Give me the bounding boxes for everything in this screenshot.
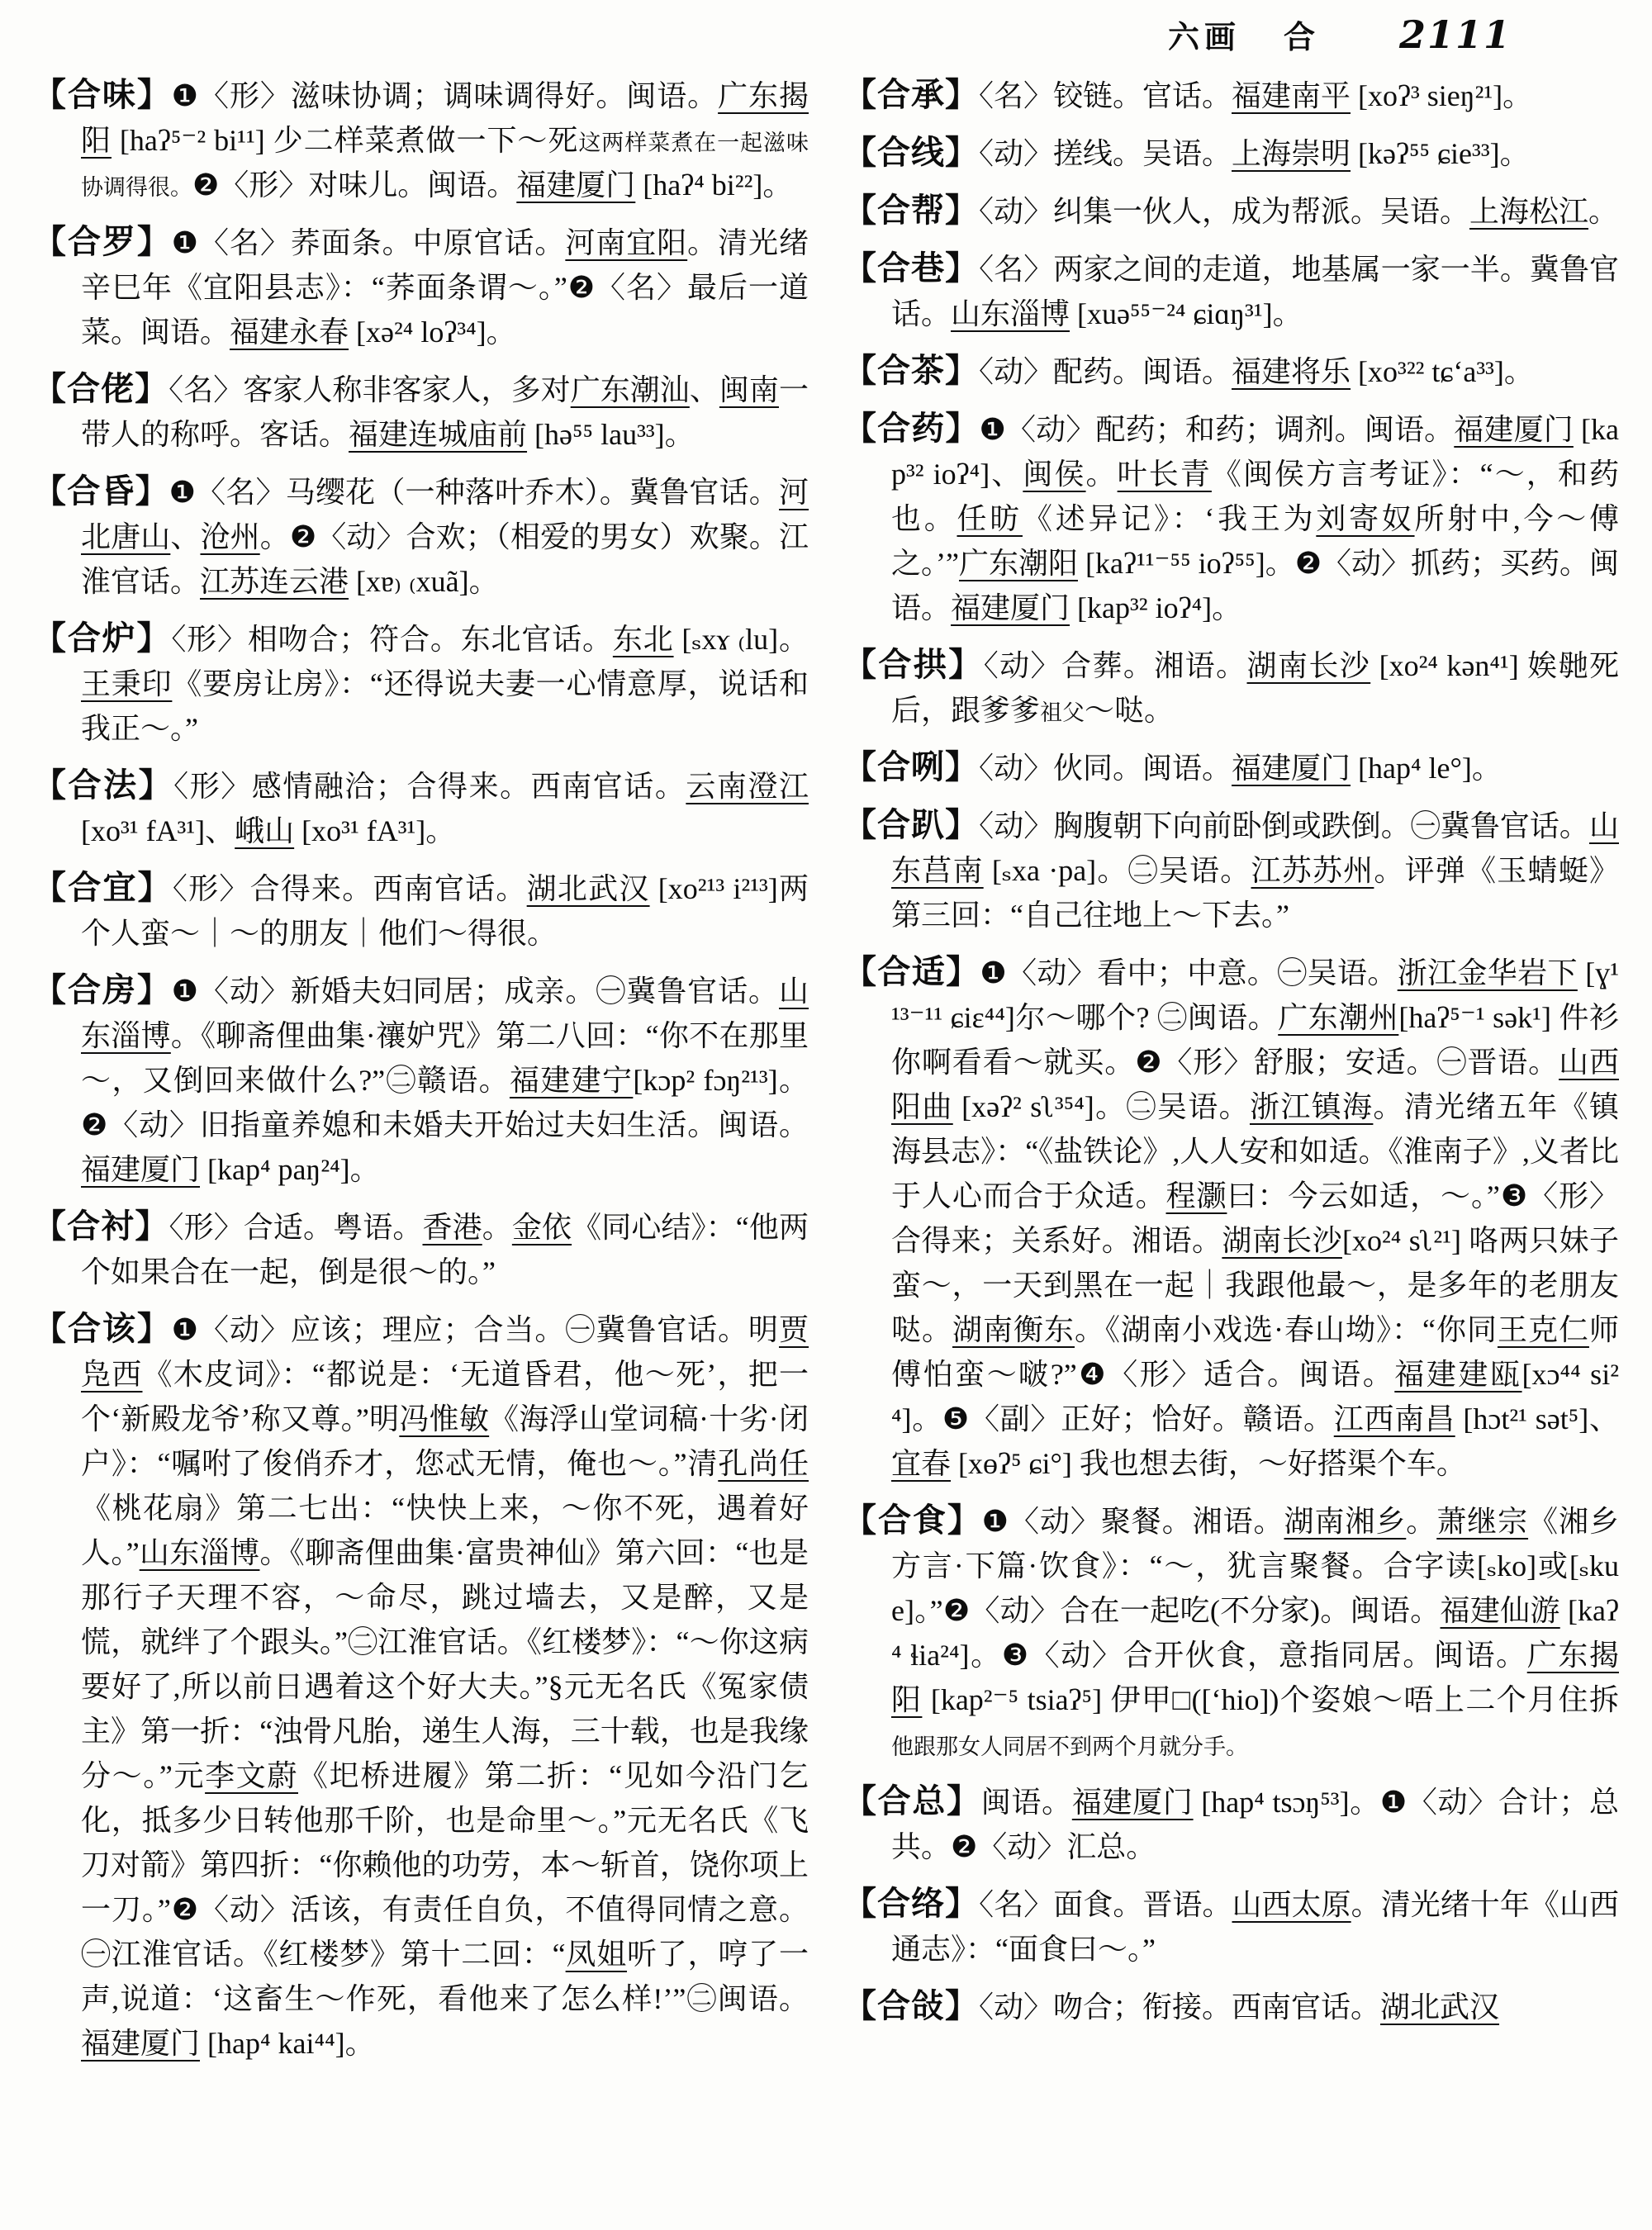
entry-text-segment: ❶〈动〉看中；中意。㊀吴语。	[980, 956, 1398, 989]
entry-text-segment: ❷〈形〉对味儿。闽语。	[192, 168, 517, 202]
entry-text-segment: 山西太原	[1232, 1888, 1351, 1921]
entry-text-segment: 。	[482, 1211, 512, 1244]
dict-entry-合总	[843, 1779, 1619, 1869]
entry-headword: 【合该】	[33, 1310, 172, 1347]
entry-text-segment: 《桃花扇》第二七出：“快快上来，～你不死，遇着好人。”	[81, 1492, 809, 1569]
entry-text-segment: 闽侯	[1023, 458, 1086, 491]
entry-headword: 【合衬】	[33, 1208, 169, 1245]
entry-headword: 【合昏】	[33, 472, 169, 510]
entry-text-segment: 上海崇明	[1232, 137, 1351, 170]
entry-text-segment: 福建连城庙前	[349, 418, 528, 451]
dict-entry-合罗	[33, 220, 809, 354]
entry-text-segment: [kap³² ioʔ⁴]。	[1070, 591, 1242, 624]
entry-text-segment: 江苏苏州	[1251, 854, 1374, 887]
entry-headword: 【合茶】	[843, 352, 979, 389]
entry-text-segment: 湖北武汉	[526, 872, 650, 905]
entry-text-segment: [hap⁴ kai⁴⁴]。	[200, 2027, 375, 2060]
entry-text-segment: 。评弹《玉蜻蜓》第三回：“自己往地上～下去。”	[891, 854, 1619, 932]
entry-text-segment: 山东莒南	[891, 809, 1619, 887]
entry-text-segment: [xuə⁵⁵⁻²⁴ ɕiɑŋ³¹]。	[1070, 297, 1303, 330]
dict-entry-合衬	[33, 1204, 809, 1294]
dict-entry-合昏	[33, 469, 809, 604]
entry-text-segment: [hap⁴ tsɔŋ⁵³]。❶〈动〉合计；总共。❷〈动〉汇总。	[891, 1786, 1620, 1863]
entry-headword: 【合宜】	[33, 869, 173, 906]
section-label: 六画	[1167, 21, 1241, 55]
entry-text-segment: 福建南平	[1232, 79, 1351, 112]
entry-text-segment: 这两样菜煮在一起滋味协调得很。	[81, 130, 809, 200]
entry-text-segment: [hɔt²¹ sət⁵]、	[1455, 1402, 1619, 1435]
entry-text-segment: 《海浮山堂词稿·十劣·闭户》：“嘱咐了俊俏乔才，您忒无情，俺也～。”清	[81, 1402, 809, 1480]
entry-text-segment: 、	[689, 373, 719, 406]
entry-text-segment: [xɔ⁴⁴ si²⁴]。❺〈副〉正好；恰好。赣语。	[891, 1358, 1619, 1435]
entry-headword: 【合帮】	[843, 192, 979, 229]
dict-entry-合茶	[843, 349, 1619, 394]
entry-text-segment: 福建建宁	[509, 1064, 634, 1097]
dict-entry-合宜	[33, 866, 809, 956]
entry-headword: 【合巷】	[843, 249, 980, 287]
radical-label: 合	[1283, 21, 1320, 55]
entry-text-segment: 〈动〉吻合；衔接。西南官话。	[979, 1990, 1381, 2024]
entry-text-segment: 东北	[612, 623, 674, 656]
entry-text-segment: 浙江金华岩下	[1397, 956, 1578, 989]
entry-text-segment: 〈名〉面食。晋语。	[979, 1888, 1232, 1921]
entry-text-segment: 福建厦门	[1071, 1786, 1194, 1819]
entry-text-segment: 所射中,今～傅之。’”	[891, 502, 1619, 580]
entry-text-segment: 浙江镇海	[1249, 1090, 1374, 1123]
entry-text-segment: ❶〈形〉滋味协调；调味调得好。闽语。	[171, 79, 719, 112]
entry-headword: 【合佬】	[33, 370, 169, 407]
entry-headword: 【合总】	[843, 1782, 981, 1820]
entry-text-segment: 。清光绪十年《山西通志》：“面食曰～。”	[891, 1888, 1619, 1966]
entry-text-segment: 他跟那女人同居不到两个月就分手。	[891, 1734, 1248, 1759]
entry-text-segment: ❶〈动〉新婚夫妇同居；成亲。㊀冀鲁官话。	[171, 975, 779, 1008]
entry-headword: 【合药】	[843, 410, 980, 447]
entry-headword: 【合适】	[843, 953, 980, 990]
entry-headword: 【合络】	[843, 1885, 980, 1922]
entry-text-segment: 峨山	[235, 814, 295, 847]
dict-entry-合敆	[843, 1984, 1619, 2029]
entry-text-segment: 。	[1406, 1505, 1437, 1538]
entry-text-segment: 〈动〉胸腹朝下向前卧倒或跌倒。㊀冀鲁官话。	[979, 809, 1589, 842]
entry-headword: 【合线】	[843, 134, 979, 171]
entry-headword: 【合房】	[33, 971, 172, 1008]
entry-text-segment: [kaʔ¹¹⁻⁵⁵ ioʔ⁵⁵]。❷〈动〉抓药；买药。闽语。	[891, 547, 1619, 624]
entry-text-segment: [xəʔ² sʅ³⁵⁴]。㊁吴语。	[952, 1090, 1250, 1123]
entry-text-segment: [xo²⁴ kən⁴¹] 娭毑死后，跟爹爹	[891, 649, 1619, 727]
entry-text-segment: 〈名〉客家人称非客家人，多对	[169, 373, 571, 406]
dict-entry-合炉	[33, 616, 809, 751]
entry-text-segment: [kɔp² fɔŋ²¹³]。❷〈动〉旧指童养媳和未婚夫开始过夫妇生活。闽语。	[81, 1064, 809, 1141]
entry-text-segment: 山西阳曲	[891, 1046, 1619, 1123]
entry-text-segment: 。❷〈动〉合欢；（相爱的男女）欢聚。江淮官话。	[81, 520, 809, 598]
entry-text-segment: 湖南湘乡	[1284, 1505, 1407, 1538]
entry-text-segment: 金依	[511, 1211, 572, 1244]
dictionary-column-right	[843, 73, 1619, 2078]
entry-text-segment: 云南澄江	[686, 770, 809, 803]
dict-entry-合承	[843, 73, 1619, 118]
entry-text-segment: 江苏连云港	[200, 565, 349, 598]
dict-entry-合趴	[843, 803, 1619, 937]
entry-text-segment: ❶〈动〉应该；理应；合当。㊀冀鲁官话。明	[171, 1313, 779, 1346]
entry-headword: 【合味】	[33, 76, 172, 113]
dict-entry-合适	[843, 950, 1619, 1486]
entry-text-segment: 任昉	[957, 502, 1023, 535]
entry-text-segment: 宜春	[891, 1447, 952, 1480]
entry-text-segment: 程灏	[1165, 1179, 1227, 1212]
entry-text-segment: 。《湖南小戏选·春山坳》：“你同	[1075, 1313, 1498, 1346]
entry-text-segment: 〈名〉两家之间的走道，地基属一家一半。冀鲁官话。	[891, 253, 1619, 330]
entry-headword: 【合罗】	[33, 223, 172, 260]
entry-text-segment: 山东淄博	[81, 975, 809, 1052]
entry-text-segment: 、	[170, 520, 201, 553]
entry-text-segment: [kap³² ioʔ⁴]、	[891, 413, 1620, 491]
entry-text-segment: 。《聊斋俚曲集·富贵神仙》第六回：“也是那行子天理不容，～命尽，跳过墙去，又是醉，又是慌，就绊了个跟头。”㊁江淮官话。《红楼梦》：“～你这病要好了,所以前日遇着这个好大夫。”§元无名氏《冤家债主》第一折：“浊骨凡胎，递生人海，三十载，也是我缘分～。”元	[81, 1536, 809, 1792]
entry-text-segment: [kap²⁻⁵ tsiaʔ⁵] 伊甲□([ʻhio])个姿娘～唔上二个月住拆	[922, 1683, 1619, 1716]
entry-headword: 【合敆】	[843, 1987, 979, 2024]
dict-entry-合药	[843, 406, 1619, 630]
entry-text-segment: [xɐ₎ ₍xuã]。	[349, 565, 499, 598]
entry-headword: 【合炉】	[33, 619, 172, 657]
entry-text-segment: [xo³¹ fA³¹]。	[294, 814, 456, 847]
entry-text-segment: [kap⁴ paŋ²⁴]。	[200, 1153, 380, 1186]
entry-text-segment: 福建建瓯	[1394, 1358, 1522, 1391]
dict-entry-合佬	[33, 367, 809, 457]
entry-text-segment: 王克仁	[1497, 1313, 1589, 1346]
entry-text-segment: 〈形〉合适。粤语。	[169, 1211, 423, 1244]
entry-text-segment: 贾凫西	[81, 1313, 809, 1391]
entry-text-segment: 。《聊斋俚曲集·禳妒咒》第二八回：“你不在那里～，又倒回来做什么?”㊁赣语。	[81, 1019, 809, 1097]
entry-text-segment: [haʔ⁵⁻¹ sək¹] 件衫你啊看看～就买。❷〈形〉舒服；安适。㊀晋语。	[891, 1001, 1620, 1079]
entry-text-segment: 孔尚任	[718, 1447, 809, 1480]
entry-text-segment: [xo²⁴ sʅ²¹] 咯两只妹子蛮～，一天到黑在一起｜我跟他最～，是多年的老朋友哒。	[891, 1224, 1619, 1346]
entry-text-segment: 。清光绪五年《镇海县志》：“《盐铁论》,人人安和如适。《淮南子》,义者比于人心而合于众适。	[891, 1090, 1619, 1212]
page-header	[33, 12, 1619, 59]
entry-text-segment: [xoʔ³ sieŋ²¹]。	[1351, 79, 1533, 112]
entry-headword: 【合拱】	[843, 646, 984, 683]
dict-entry-合络	[843, 1881, 1619, 1971]
entry-text-segment: [xo³¹ fA³¹]、	[81, 814, 235, 847]
entry-text-segment: [xɵʔ⁵ ɕi°] 我也想去街，～好搭渠个车。	[951, 1447, 1466, 1480]
entry-text-segment: 。清光绪辛巳年《宜阳县志》：“荞面条谓～。”❷〈名〉最后一道菜。闽语。	[81, 226, 809, 349]
entry-text-segment: 福建厦门	[81, 2027, 201, 2060]
entry-text-segment: 山东淄博	[951, 297, 1070, 330]
entry-text-segment: 福建厦门	[951, 591, 1070, 624]
entry-text-segment: 《同心结》：“他两个如果合在一起，倒是很～的。”	[81, 1211, 809, 1288]
entry-text-segment: 曰：今云如适，～。”❸〈形〉合得来；关系好。湘语。	[891, 1179, 1619, 1257]
entry-text-segment: 祖父	[1040, 700, 1085, 725]
entry-headword: 【合食】	[843, 1502, 982, 1539]
entry-text-segment: 福建厦门	[1232, 752, 1351, 785]
entry-text-segment: [xo²¹³ i²¹³]两个人蛮～｜～的朋友｜他们～得很。	[81, 872, 809, 950]
entry-text-segment: 福建永春	[230, 316, 349, 349]
entry-text-segment: [kaʔ⁴ ɬia²⁴]。❸〈动〉合开伙食，意指同居。闽语。	[891, 1594, 1619, 1672]
entry-text-segment: 沧州	[200, 520, 260, 553]
entry-text-segment: 〈动〉搓线。吴语。	[979, 137, 1232, 170]
dict-entry-合房	[33, 968, 809, 1192]
entry-text-segment: 福建将乐	[1232, 355, 1351, 388]
dict-entry-合味	[33, 73, 809, 207]
entry-text-segment: 福建仙游	[1440, 1594, 1560, 1627]
entry-text-segment: 山东淄博	[139, 1536, 260, 1569]
dict-entry-合法	[33, 763, 809, 853]
dict-entry-合食	[843, 1498, 1619, 1767]
entry-text-segment: 福建厦门	[81, 1153, 201, 1186]
entry-text-segment: 〈动〉伙同。闽语。	[979, 752, 1232, 785]
entry-headword: 【合法】	[33, 766, 174, 804]
entry-text-segment: ～哒。	[1085, 694, 1175, 727]
entry-text-segment: ❶〈名〉荞面条。中原官话。	[171, 226, 566, 259]
entry-text-segment: 。	[1588, 195, 1619, 228]
entry-text-segment: 〈形〉合得来。西南官话。	[172, 872, 527, 905]
entry-text-segment: 河北唐山	[81, 476, 809, 553]
entry-text-segment: 湖南长沙	[1222, 1224, 1342, 1257]
entry-text-segment: 〈动〉配药。闽语。	[979, 355, 1232, 388]
entry-text-segment: ❶〈名〉马缨花（一种落叶乔木）。冀鲁官话。	[169, 476, 779, 509]
dictionary-column-left	[33, 73, 809, 2078]
dict-entry-合巷	[843, 246, 1619, 336]
entry-text-segment: 〈动〉合葬。湘语。	[983, 649, 1247, 682]
entry-text-segment: 〈形〉感情融洽；合得来。西南官话。	[173, 770, 686, 803]
entry-text-segment: 王秉印	[81, 667, 173, 700]
entry-text-segment: 《闽侯方言考证》：“～，和药也。	[891, 458, 1619, 535]
entry-text-segment: 一带人的称呼。客话。	[81, 373, 809, 451]
entry-text-segment: 上海松江	[1469, 195, 1589, 228]
page-number: 2111	[1398, 12, 1512, 57]
entry-text-segment: ❶〈动〉配药；和药；调剂。闽语。	[979, 413, 1455, 446]
entry-text-segment: 闽语。	[980, 1786, 1072, 1819]
entry-text-segment: 湖南衡东	[952, 1313, 1075, 1346]
entry-text-segment: 〈动〉纠集一伙人，成为帮派。吴语。	[979, 195, 1470, 228]
entry-text-segment: [ₛxa ·pa]。㊁吴语。	[983, 854, 1251, 887]
entry-text-segment: 李文蔚	[205, 1759, 298, 1792]
entry-text-segment: [hə⁵⁵ lau³³]。	[527, 418, 695, 451]
dict-entry-合线	[843, 130, 1619, 176]
entry-text-segment: 广东潮阳	[958, 547, 1078, 580]
entry-text-segment: 江西南昌	[1333, 1402, 1455, 1435]
entry-text-segment: 冯惟敏	[399, 1402, 490, 1435]
dict-entry-合该	[33, 1307, 809, 2066]
entry-text-segment: 河南宜阳	[565, 226, 688, 259]
entry-text-segment: [haʔ⁵⁻² bi¹¹] 少二样菜煮做一下～死	[111, 124, 579, 157]
entry-text-segment: 湖南长沙	[1246, 649, 1371, 682]
entry-text-segment: 师傅怕蛮～啵?”❹〈形〉适合。闽语。	[891, 1313, 1619, 1391]
entry-text-segment: 〈名〉铰链。官话。	[979, 79, 1232, 112]
entry-text-segment: 福建厦门	[516, 168, 636, 202]
entry-text-segment: 广东揭阳	[891, 1639, 1619, 1716]
entry-text-segment: 福建厦门	[1454, 413, 1574, 446]
entry-text-segment: [hap⁴ le°]。	[1351, 752, 1502, 785]
entry-text-segment: [xo³²² tɕʻa³³]。	[1351, 355, 1534, 388]
entry-text-segment: 广东揭阳	[81, 79, 809, 157]
entry-text-segment: ❶〈动〉聚餐。湘语。	[981, 1505, 1284, 1538]
entry-text-segment: 。	[1085, 458, 1118, 491]
entry-text-segment: 叶长青	[1117, 458, 1212, 491]
dict-entry-合咧	[843, 745, 1619, 790]
entry-text-segment: 《圯桥进履》第二折：“见如今沿门乞化，抵多少日转他那千阶，也是命里～。”元无名氏《飞刀对箭》第四折：“你赖他的功劳，本～斩首，饶你项上一刀。”❷〈动〉活该，有责任自负，不值得同情之意。㊀江淮官话。《红楼梦》第十二回：“	[81, 1759, 809, 1971]
entry-text-segment: 听了，哼了一声,说道：‘这畜生～作死，看他来了怎么样!’”㊁闽语。	[81, 1938, 809, 2015]
entry-headword: 【合趴】	[843, 806, 980, 843]
entry-headword: 【合承】	[843, 76, 979, 113]
entry-text-segment: [haʔ⁴ bi²²]。	[635, 168, 793, 202]
entry-text-segment: [kəʔ⁵⁵ ɕie³³]。	[1351, 137, 1530, 170]
dictionary-columns	[33, 73, 1619, 2078]
entry-text-segment: 广东潮州	[1278, 1001, 1399, 1034]
entry-text-segment: 闽南	[719, 373, 779, 406]
entry-text-segment: 萧继宗	[1436, 1505, 1529, 1538]
entry-text-segment: 凤姐	[565, 1938, 628, 1971]
dict-entry-合帮	[843, 188, 1619, 234]
entry-text-segment: 香港	[422, 1211, 482, 1244]
entry-text-segment: [xə²⁴ loʔ³⁴]。	[349, 316, 516, 349]
entry-text-segment: 《要房让房》：“还得说夫妻一心情意厚，说话和我正～。”	[81, 667, 809, 745]
entry-text-segment: 广东潮汕	[570, 373, 690, 406]
entry-text-segment: 〈形〉相吻合；符合。东北官话。	[171, 623, 613, 656]
entry-text-segment: 《述异记》：‘我王为	[1022, 502, 1317, 535]
entry-text-segment: [ɣ¹¹³⁻¹¹ ɕiɛ⁴⁴]尔～哪个? ㊁闽语。	[891, 956, 1620, 1034]
entry-text-segment: [ₛxɤ ₍lu]。	[673, 623, 809, 656]
entry-headword: 【合咧】	[843, 748, 979, 785]
entry-text-segment: 湖北武汉	[1380, 1990, 1500, 2024]
dict-entry-合拱	[843, 643, 1619, 733]
entry-text-segment: 《湘乡方言·下篇·饮食》：“～，犹言聚餐。合字读[ₛko]或[ₛkue]。”❷〈动〉合在一起吃(不分家)。闽语。	[891, 1505, 1619, 1627]
entry-text-segment: 刘寄奴	[1316, 502, 1415, 535]
entry-text-segment: 《木皮词》：“都说是：‘无道昏君，他～死’，把一个‘新殿龙爷’称又尊。”明	[81, 1358, 809, 1435]
